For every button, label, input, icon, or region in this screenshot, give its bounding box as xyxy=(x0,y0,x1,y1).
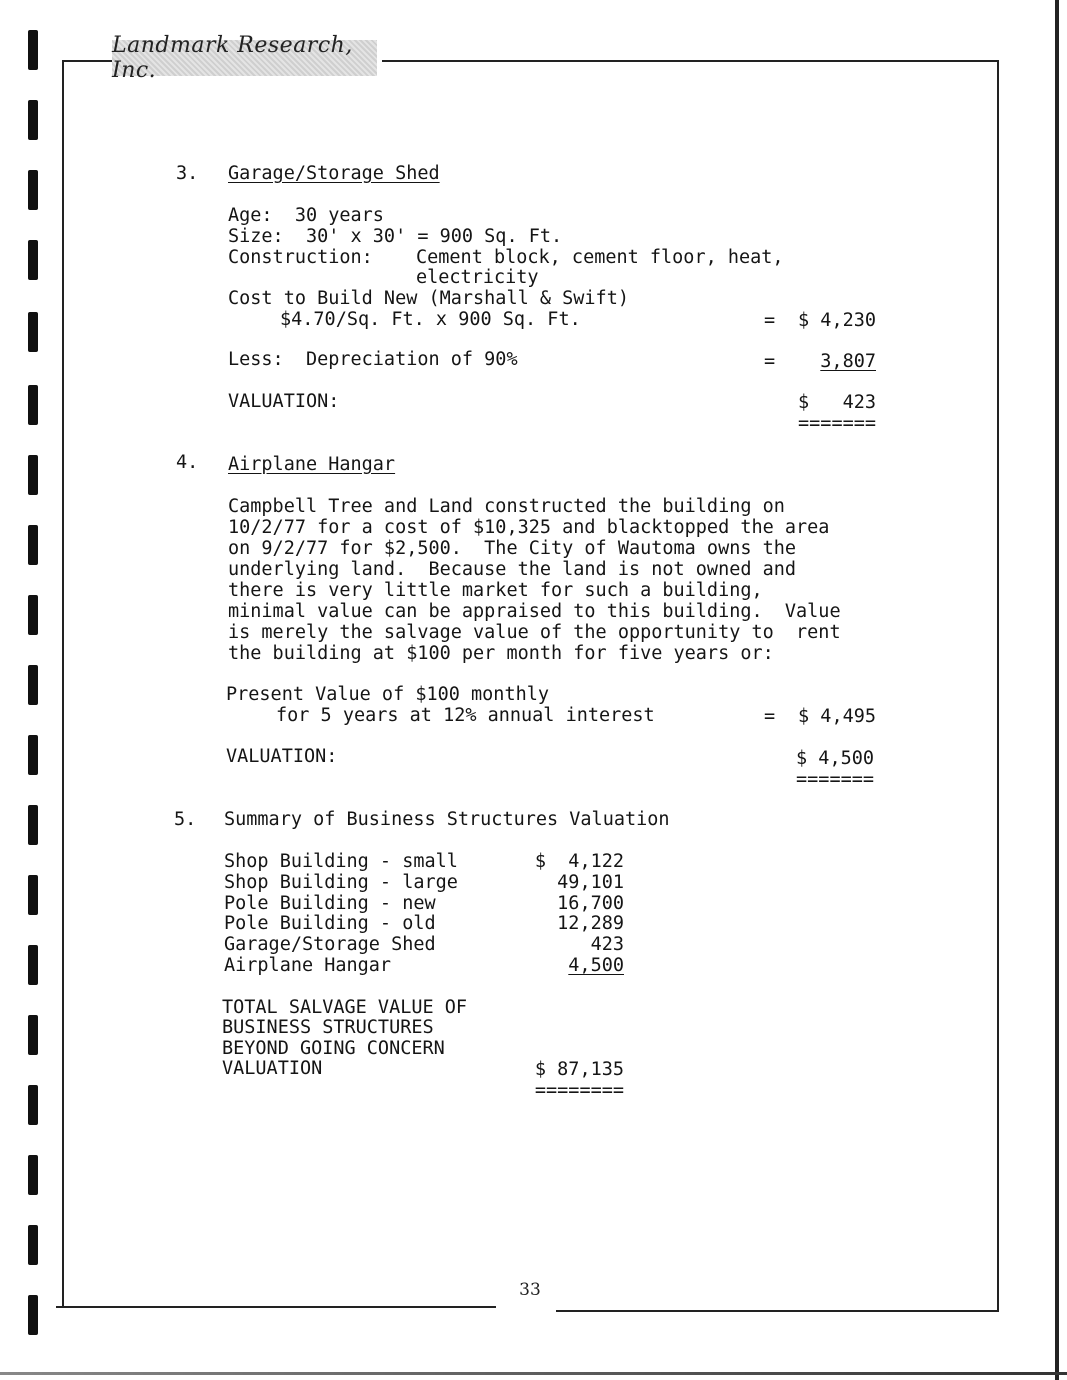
cost-line: Cost to Build New (Marshall & Swift) xyxy=(228,288,629,309)
binding-hole xyxy=(28,1225,38,1265)
binding-hole xyxy=(28,1155,38,1195)
present-value-terms: for 5 years at 12% annual interest xyxy=(276,705,655,726)
valuation-label: VALUATION: xyxy=(226,746,338,767)
cost-value: $ 4,230 xyxy=(798,310,876,331)
valuation-value: $ 423 xyxy=(798,392,876,413)
double-rule: ======== xyxy=(534,1080,624,1101)
binding-hole xyxy=(28,595,38,635)
age-line: Age: 30 years xyxy=(228,205,384,226)
binding-hole xyxy=(28,1015,38,1055)
construction-detail: Cement block, cement floor, heat, xyxy=(416,247,784,268)
binding-hole xyxy=(28,875,38,915)
equals-sign: = xyxy=(764,310,776,331)
total-label-line: BUSINESS STRUCTURES xyxy=(222,1017,434,1038)
binding-hole xyxy=(28,805,38,845)
total-label-line: TOTAL SALVAGE VALUE OF xyxy=(222,997,468,1018)
summary-item-value: 16,700 xyxy=(557,893,624,914)
cost-calculation: $4.70/Sq. Ft. x 900 Sq. Ft. xyxy=(280,309,581,330)
paragraph-line: on 9/2/77 for $2,500. The City of Wautoma owns the xyxy=(228,538,797,559)
binding-hole xyxy=(28,30,38,70)
binding-hole xyxy=(28,240,38,280)
total-label-line: BEYOND GOING CONCERN xyxy=(222,1038,445,1059)
page-edge xyxy=(0,1372,1067,1375)
paragraph-line: 10/2/77 for a cost of $10,325 and blacktopped the area xyxy=(228,517,830,538)
binding-hole xyxy=(28,100,38,140)
valuation-label: VALUATION: xyxy=(228,391,340,412)
paragraph-line: there is very little market for such a building, xyxy=(228,580,763,601)
binding-hole xyxy=(28,735,38,775)
binding-hole xyxy=(28,385,38,425)
double-rule: ======= xyxy=(796,769,874,790)
section-title: Summary of Business Structures Valuation xyxy=(224,809,670,830)
summary-item-value: 4,500 xyxy=(568,955,624,976)
binding-hole xyxy=(28,455,38,495)
frame-bottom-left xyxy=(56,1306,496,1308)
paragraph-line: minimal value can be appraised to this building. Value xyxy=(228,601,841,622)
present-value-line: Present Value of $100 monthly xyxy=(226,684,550,705)
binding-hole xyxy=(28,1085,38,1125)
summary-item-label: Garage/Storage Shed xyxy=(224,934,436,955)
binding-hole xyxy=(28,312,38,352)
frame-top-right xyxy=(382,60,999,62)
construction-detail: electricity xyxy=(416,267,539,288)
paragraph-line: underlying land. Because the land is not owned and xyxy=(228,559,797,580)
summary-item-label: Shop Building - small xyxy=(224,851,458,872)
frame-bottom-right xyxy=(556,1310,999,1312)
page-number: 33 xyxy=(519,1280,541,1300)
size-line: Size: 30' x 30' = 900 Sq. Ft. xyxy=(228,226,563,247)
paragraph-line: is merely the salvage value of the opportunity to rent xyxy=(228,622,841,643)
double-rule: ======= xyxy=(798,413,876,434)
total-value: $ 87,135 xyxy=(534,1059,624,1080)
binding-hole xyxy=(28,945,38,985)
page-edge xyxy=(1055,0,1059,1380)
depreciation-line: Less: Depreciation of 90% xyxy=(228,349,518,370)
summary-item-label: Shop Building - large xyxy=(224,872,458,893)
paragraph-line: Campbell Tree and Land constructed the building on xyxy=(228,496,785,517)
equals-sign: = xyxy=(764,706,776,727)
summary-item-value: 12,289 xyxy=(557,913,624,934)
section-title: Airplane Hangar xyxy=(228,454,396,475)
letterhead-text: Landmark Research, Inc. xyxy=(112,33,353,83)
paragraph-line: the building at $100 per month for five years or: xyxy=(228,643,774,664)
section-number: 3. xyxy=(176,163,199,184)
section-number: 4. xyxy=(176,452,199,473)
summary-item-label: Pole Building - new xyxy=(224,893,436,914)
binding-hole xyxy=(28,525,38,565)
summary-item-value: 423 xyxy=(590,934,624,955)
present-value-amount: $ 4,495 xyxy=(798,706,876,727)
depreciation-value: 3,807 xyxy=(820,351,876,372)
binding-hole xyxy=(28,665,38,705)
section-title: Garage/Storage Shed xyxy=(228,163,440,184)
binding-hole xyxy=(28,170,38,210)
frame-right xyxy=(997,60,999,1312)
total-label-line: VALUATION xyxy=(222,1058,323,1079)
frame-left xyxy=(62,60,64,1308)
equals-sign: = xyxy=(764,351,776,372)
frame-top-left xyxy=(62,60,112,62)
letterhead-logo xyxy=(112,33,377,83)
summary-item-value: 49,101 xyxy=(557,872,624,893)
binding-hole xyxy=(28,1295,38,1335)
valuation-value: $ 4,500 xyxy=(796,748,874,769)
summary-item-label: Airplane Hangar xyxy=(224,955,392,976)
section-number: 5. xyxy=(174,809,197,830)
summary-item-value: $ 4,122 xyxy=(534,851,624,872)
construction-label: Construction: xyxy=(228,247,373,268)
summary-item-label: Pole Building - old xyxy=(224,913,436,934)
